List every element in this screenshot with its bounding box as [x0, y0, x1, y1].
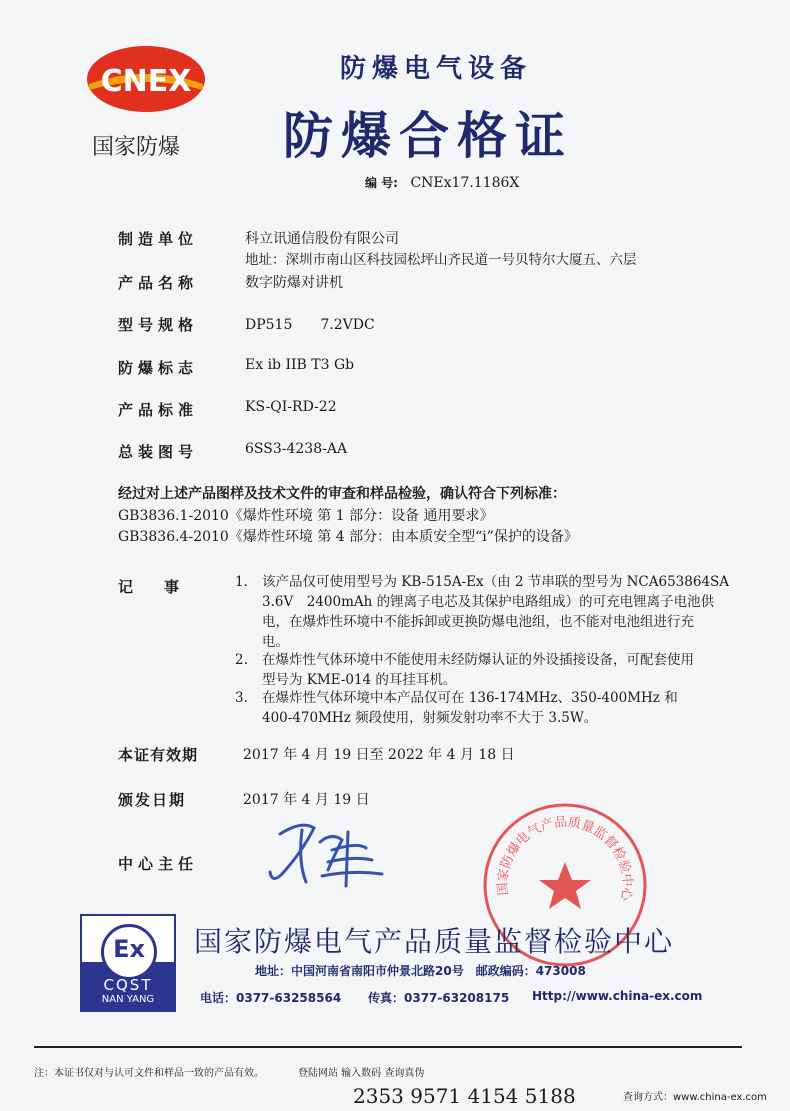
note-line: 电，在爆炸性环境中不能拆卸或更换防爆电池组，也不能对电池组进行充 [262, 614, 694, 630]
field-value-standard: KS-QI-RD-22 [245, 399, 337, 415]
director-signature [262, 812, 392, 892]
manufacturer-address: 地址：深圳市南山区科技园松坪山齐民道一号贝特尔大厦五、六层 [245, 252, 637, 268]
cnex-logo [85, 44, 207, 114]
field-label-ex-marking: 防爆标志 [118, 359, 199, 377]
field-label-standard: 产品标准 [118, 401, 199, 419]
director-label: 中心主任 [118, 855, 199, 873]
issue-date-label: 颁发日期 [118, 791, 187, 809]
cqst-text: CQST [103, 976, 153, 994]
note-number: 1. [235, 574, 248, 590]
center-website[interactable]: Http://www.china-ex.com [532, 989, 703, 1003]
disclaimer: 注：本证书仅对与认可文件和样品一致的产品有效。 [34, 1068, 264, 1079]
center-phone: 电话：0377-63258564 [200, 991, 342, 1005]
issue-date-value: 2017 年 4 月 19 日 [243, 792, 370, 808]
cnex-brand: CNEX [100, 64, 192, 99]
note-line: 在爆炸性气体环境中不能使用未经防爆认证的外设插接设备，可配套使用 [262, 652, 694, 668]
field-value-model: DP515 7.2VDC [245, 317, 375, 333]
validity-value: 2017 年 4 月 19 日至 2022 年 4 月 18 日 [243, 747, 515, 763]
number-value: CNEx17.1186X [410, 175, 520, 191]
footer-divider [34, 1046, 742, 1048]
standards-intro: 经过对上述产品图样及技术文件的审查和样品检验，确认符合下列标准： [118, 486, 566, 502]
cqst-logo [80, 914, 176, 1012]
field-label-drawing: 总装图号 [118, 443, 199, 461]
center-address: 地址：中国河南省南阳市仲景北路20号 邮政编码：473008 [255, 964, 586, 978]
field-value-drawing: 6SS3-4238-AA [245, 441, 348, 457]
field-label-model: 型号规格 [118, 316, 199, 334]
field-value-manufacturer: 科立讯通信股份有限公司 [245, 231, 399, 247]
ex-mark: Ex [113, 935, 145, 963]
note-number: 2. [235, 652, 248, 668]
doc-title: 防爆合格证 [283, 107, 573, 165]
svg-text:国家防爆电气产品质量监督检验中心: 国家防爆电气产品质量监督检验中心 [495, 814, 635, 902]
number-label: 编 号: [365, 176, 398, 190]
field-value-ex-marking: Ex ib IIB T3 Gb [245, 357, 355, 373]
doc-subtitle: 防爆电气设备 [340, 54, 533, 84]
nanyang-text: NAN YANG [101, 994, 155, 1005]
note-line: 电。 [262, 634, 289, 650]
center-fax: 传真：0377-63208175 [368, 991, 510, 1005]
notes-label: 记 事 [118, 578, 188, 596]
field-label-product-name: 产品名称 [118, 274, 199, 292]
field-value-product-name: 数字防爆对讲机 [245, 275, 343, 291]
verify-hint: 登陆网站 输入数码 查询真伪 [298, 1068, 425, 1079]
stamp-star-icon [539, 862, 591, 909]
field-label-manufacturer: 制造单位 [118, 230, 199, 248]
note-line: 400-470MHz 频段使用，射频发射功率不大于 3.5W。 [262, 710, 598, 726]
query-method: 查询方式：www.china-ex.com [623, 1092, 767, 1103]
note-number: 3. [235, 690, 248, 706]
logo-caption: 国家防爆 [92, 135, 181, 160]
cert-number [365, 174, 519, 191]
validity-label: 本证有效期 [118, 746, 199, 764]
center-name: 国家防爆电气产品质量监督检验中心 [194, 925, 675, 958]
standard-item: GB3836.4-2010《爆炸性环境 第 4 部分：由本质安全型“i”保护的设备》 [118, 529, 578, 545]
note-line: 3.6V 2400mAh 的锂离子电芯及其保护电路组成）的可充电锂离子电池供 [262, 594, 715, 610]
note-line: 该产品仅可使用型号为 KB-515A-Ex（由 2 节串联的型号为 NCA653864SA [262, 574, 730, 590]
verification-code: 2353 9571 4154 5188 [353, 1084, 576, 1108]
standard-item: GB3836.1-2010《爆炸性环境 第 1 部分：设备 通用要求》 [118, 508, 494, 524]
note-line: 型号为 KME-014 的耳挂耳机。 [262, 672, 457, 688]
note-line: 在爆炸性气体环境中本产品仅可在 136-174MHz、350-400MHz 和 [262, 690, 678, 706]
